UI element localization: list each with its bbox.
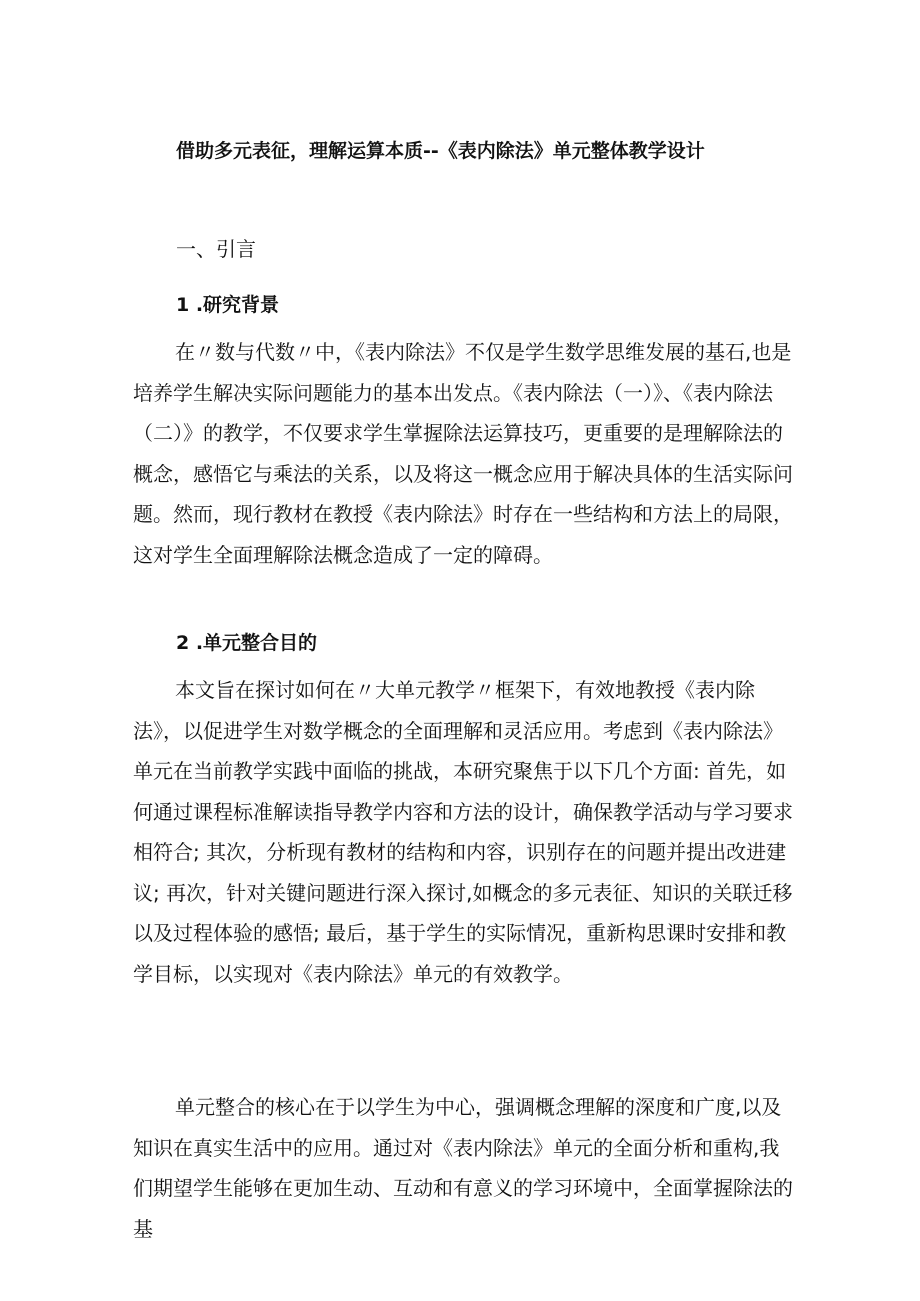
paragraph-unit-integration-purpose: 本文旨在探讨如何在〃大单元教学〃框架下，有效地教授《表内除法》，以促进学生对数学概念的全面理解和灵活应用。考虑到《表内除法》单元在当前教学实践中面临的挑战，本研究聚焦于以下几个方面: 首先，如何通过课程标准解读指导教学内容和方法的设计，确保教学活动与学习要求相符合; 其次，分析现有教材的结构和内容，识别存在的问题并提出改进建议; 再次，针对关键问题进行深入探讨,如概念的多元表征、知识的关联迁移以及过程体验的感悟; 最后，基于学生的实际情况，重新构思课时安排和教学目标，以实现对《表内除法》单元的有效教学。 — [133, 678, 793, 986]
paragraph-research-background: 在〃数与代数〃中，《表内除法》不仅是学生数学思维发展的基石,也是培养学生解决实际问题能力的基本出发点。《表内除法（一）》、《表内除法（二）》的教学，不仅要求学生掌握除法运算技巧，更重要的是理解除法的概念，感悟它与乘法的关系，以及将这一概念应用于解决具体的生活实际问题。然而，现行教材在教授《表内除法》时存在一些结构和方法上的局限，这对学生全面理解除法概念造成了一定的障碍。 — [133, 340, 793, 567]
section-heading-introduction: 一、引言 — [176, 237, 256, 261]
subsection-heading-research-background: 1 .研究背景 — [176, 294, 280, 316]
document-title: 借助多元表征，理解运算本质--《表内除法》单元整体教学设计 — [176, 140, 705, 162]
subsection-heading-unit-integration-purpose: 2 .单元整合目的 — [176, 632, 318, 654]
paragraph-unit-integration-core: 单元整合的核心在于以学生为中心，强调概念理解的深度和广度,以及知识在真实生活中的应用。通过对《表内除法》单元的全面分析和重构,我们期望学生能够在更加生动、互动和有意义的学习环境中，全面掌握除法的基 — [133, 1095, 793, 1241]
